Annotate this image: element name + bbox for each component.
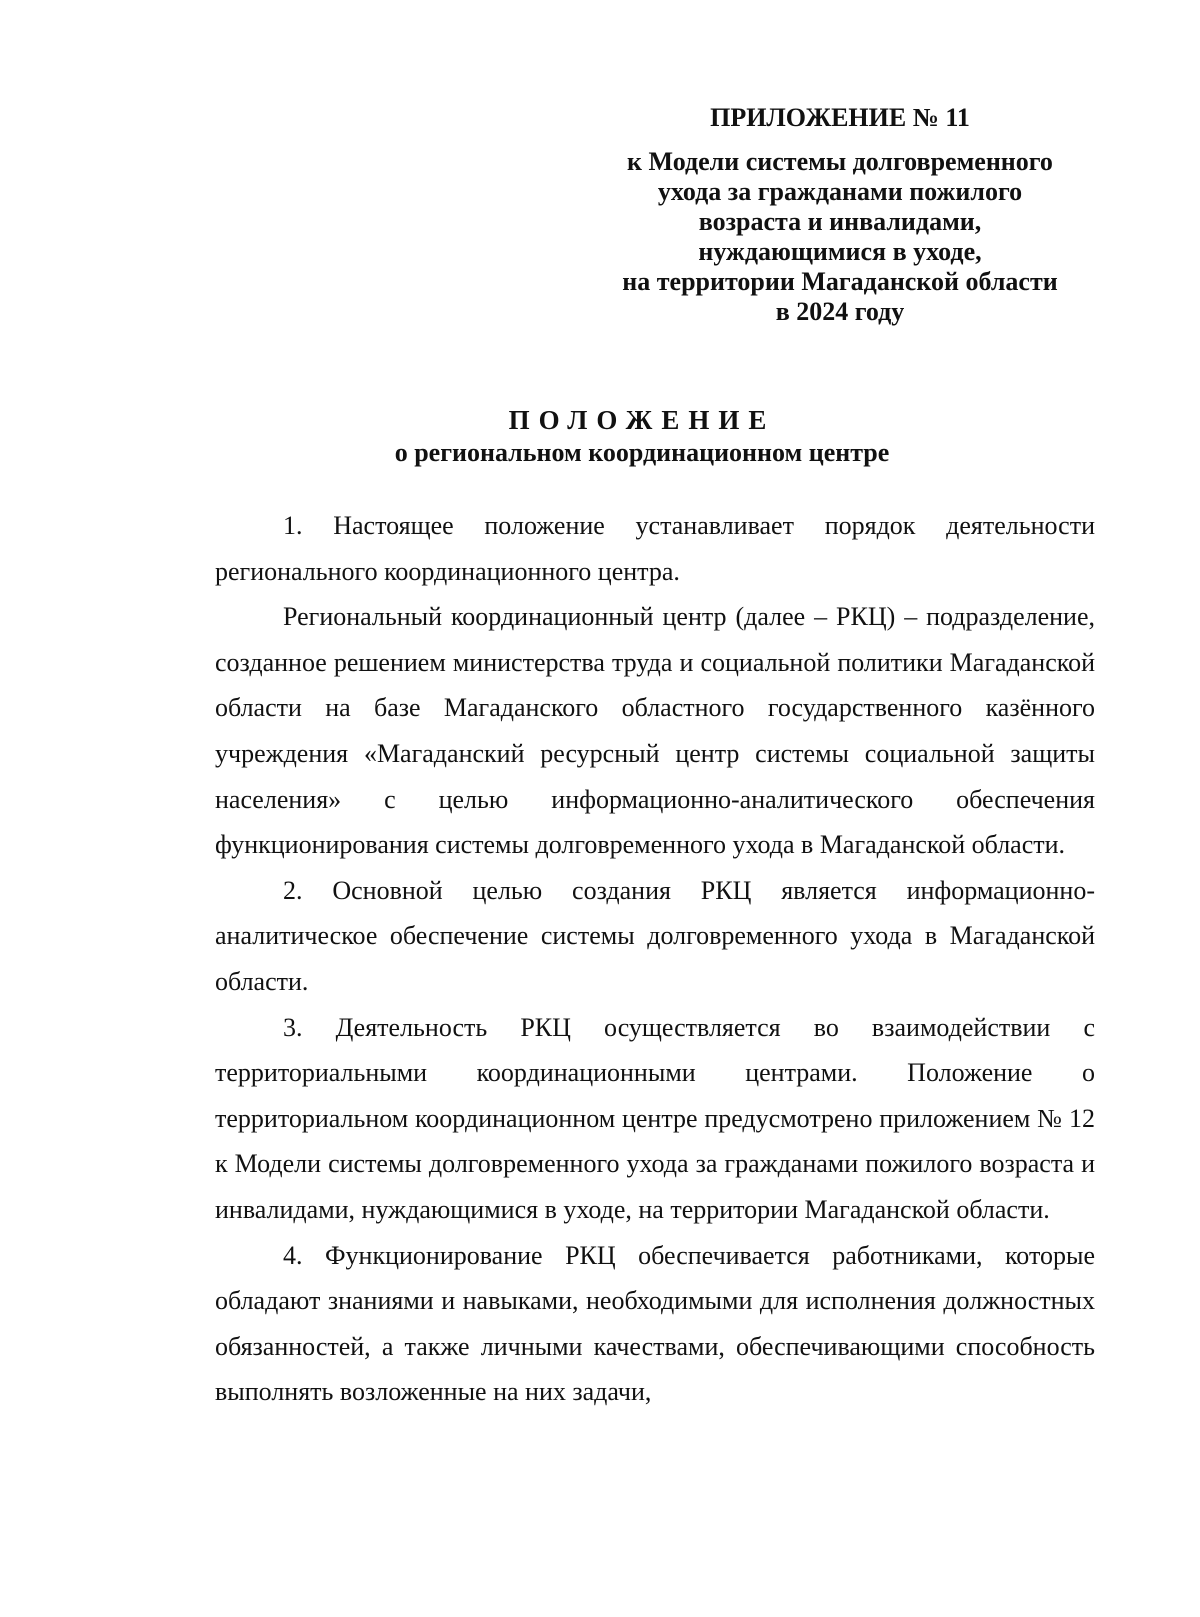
paragraph: 4. Функционирование РКЦ обеспечивается работниками, которые обладают знаниями и навыками, необходимыми для исполнения должностных обязанностей, а также личными качествами, обеспечивающими способность выполнять возложенные на них задачи, (215, 1240, 1095, 1407)
appendix-line: к Модели системы долговременного (627, 147, 1053, 176)
appendix-line: возраста и инвалидами, (698, 207, 982, 236)
appendix-line: нуждающимися в уходе, (698, 237, 982, 266)
document-body (215, 503, 1095, 1415)
document-title: ПОЛОЖЕНИЕ (508, 405, 776, 435)
document-subtitle: о региональном координационном центре (394, 438, 890, 467)
appendix-title: ПРИЛОЖЕНИЕ № 11 (710, 103, 970, 132)
appendix-line: на территории Магаданской области (622, 267, 1058, 296)
appendix-line: в 2024 году (775, 297, 905, 326)
paragraph: 2. Основной целью создания РКЦ является информационно-аналитическое обеспечение системы долговременного ухода в Магаданской области. (215, 875, 1095, 996)
paragraph: 1. Настоящее положение устанавливает порядок деятельности регионального координационного центра. (215, 511, 1095, 586)
appendix-header (605, 103, 1075, 327)
appendix-line: ухода за гражданами пожилого (657, 177, 1023, 206)
paragraph: 3. Деятельность РКЦ осуществляется во взаимодействии с территориальными координационными центрами. Положение о территориальном координационном центре предусмотрено приложением № 12 к Модели системы долговременного ухода за гражданами пожилого возраста и инвалидами, нуждающимися в уходе, на территории Магаданской области. (215, 1012, 1095, 1224)
paragraph: Региональный координационный центр (далее – РКЦ) – подразделение, созданное решением министерства труда и социальной политики Магаданской области на базе Магаданского областного государственного казённого учреждения «Магаданский ресурсный центр системы социальной защиты населения» с целью информационно-аналитического обеспечения функционирования системы долговременного ухода в Магаданской области. (215, 602, 1095, 860)
